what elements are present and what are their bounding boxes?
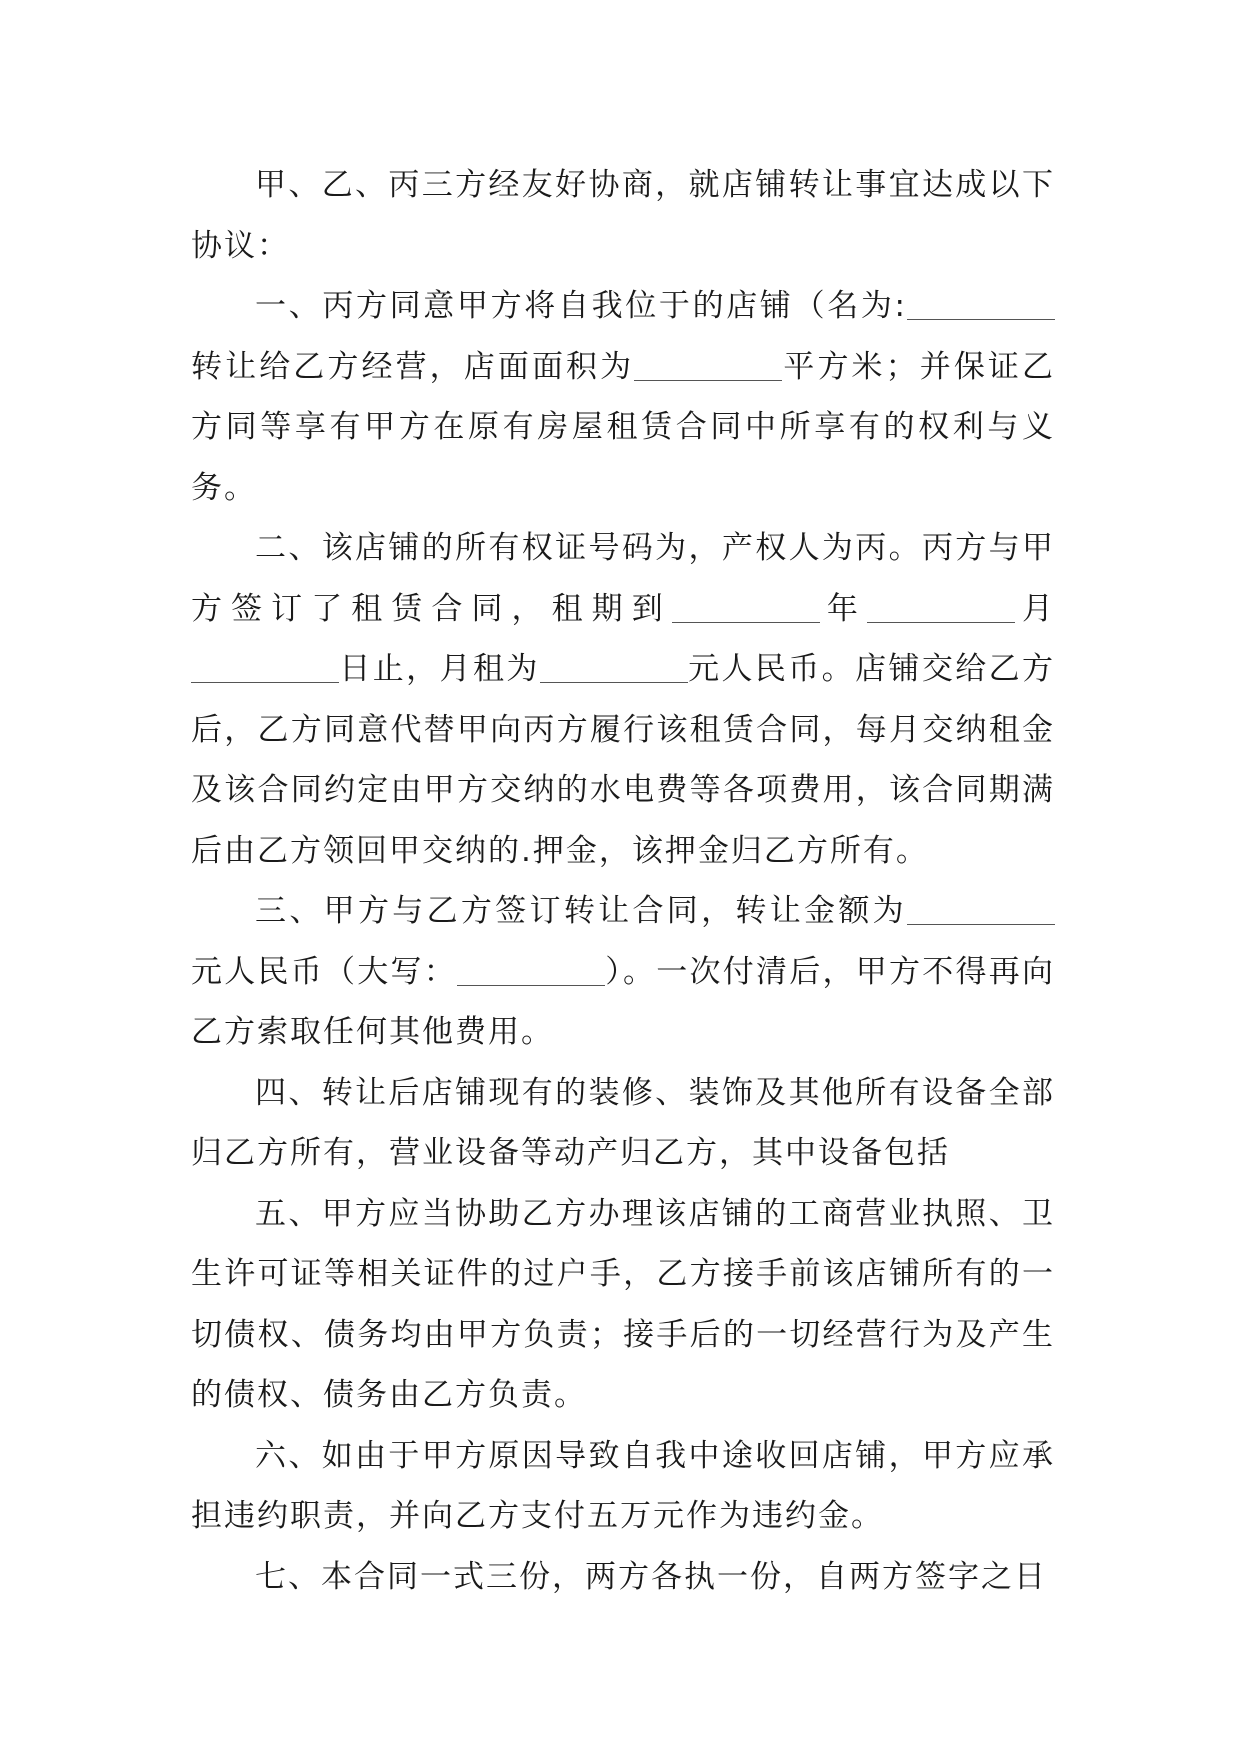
transfer-amount-blank[interactable] <box>907 894 1055 925</box>
monthly-rent-blank[interactable] <box>540 652 688 683</box>
intro-paragraph: 甲、乙、丙三方经友好协商，就店铺转让事宜达成以下协议： <box>191 167 1055 264</box>
clause-5-paragraph: 五、甲方应当协助乙方办理该店铺的工商营业执照、卫生许可证等相关证件的过户手，乙方接手前该店铺所有的一切债权、债务均由甲方负责；接手后的一切经营行为及产生的债权、债务由乙方负责。 <box>191 1195 1055 1413</box>
lease-end-month-blank[interactable] <box>867 592 1015 623</box>
clause-6-paragraph: 六、如由于甲方原因导致自我中途收回店铺，甲方应承担违约职责，并向乙方支付五万元作为违约金。 <box>191 1437 1055 1534</box>
lease-end-year-blank[interactable] <box>672 592 820 623</box>
clause-2-paragraph: 二、该店铺的所有权证号码为，产权人为丙。丙方与甲方签订了租赁合同，租期到 年 月日止，月租为 元人民币。店铺交给乙方后，乙方同意代替甲向丙方履行该租赁合同，每月交纳租金及该合同约定由甲方交纳的水电费等各项费用，该合同期满后由乙方领回甲交纳的.押金，该押金归乙方所有。 <box>191 530 1056 869</box>
shop-area-blank[interactable] <box>634 350 782 381</box>
clause-7-paragraph: 七、本合同一式三份，两方各执一份，自两方签字之日 <box>255 1558 1047 1595</box>
clause-3-paragraph: 三、甲方与乙方签订转让合同，转让金额为元人民币（大写： ）。一次付清后，甲方不得再向乙方索取任何其他费用。 <box>191 893 1055 1050</box>
clause-1-paragraph: 一、丙方同意甲方将自我位于的店铺（名为:转让给乙方经营，店面面积为 平方米；并保证乙方同等享有甲方在原有房屋租赁合同中所享有的权利与义务。 <box>191 288 1056 506</box>
shop-name-blank[interactable] <box>907 289 1055 320</box>
clause-4-paragraph: 四、转让后店铺现有的装修、装饰及其他所有设备全部归乙方所有，营业设备等动产归乙方，其中设备包括 <box>191 1074 1055 1171</box>
lease-end-day-blank[interactable] <box>191 652 339 683</box>
contract-body <box>191 155 1055 1607</box>
transfer-amount-uppercase-blank[interactable] <box>457 955 605 986</box>
